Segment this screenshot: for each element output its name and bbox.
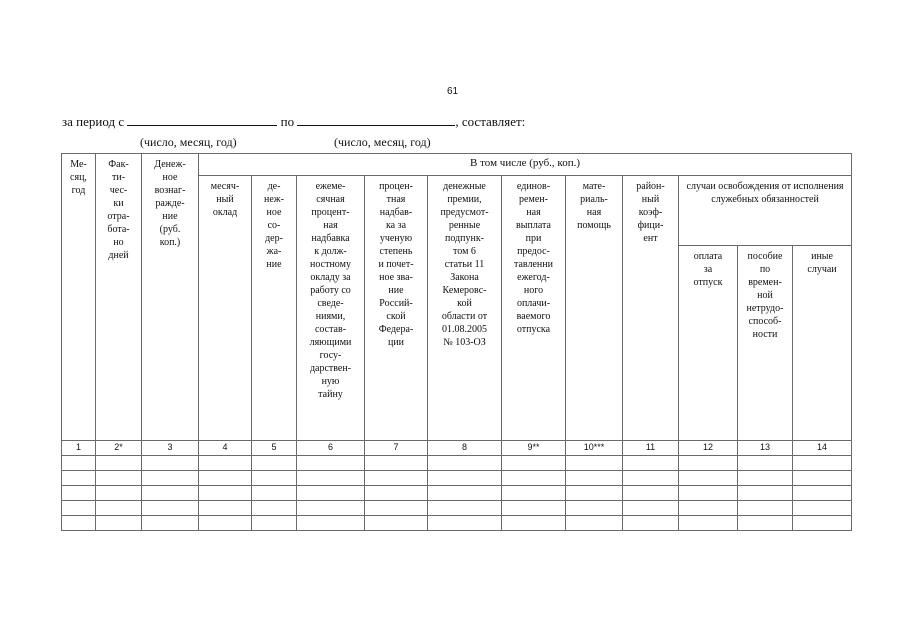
column-number: 9** [502,441,566,456]
col-header-vacation-payment-text: единов- ремен- ная выплата при предос- тавленни ежегод- ного оплачи- ваемого отпуска [513,181,553,335]
table-cell[interactable] [738,501,793,516]
table-cell[interactable] [623,486,679,501]
column-number: 12 [679,441,738,456]
table-cell[interactable] [142,516,199,531]
period-start-blank[interactable] [127,114,277,126]
table-cell[interactable] [793,501,852,516]
table-cell[interactable] [252,516,297,531]
table-cell[interactable] [96,471,142,486]
table-cell[interactable] [502,456,566,471]
column-number: 4 [199,441,252,456]
column-number: 14 [793,441,852,456]
table-cell[interactable] [428,516,502,531]
group-header-text: В том числе (руб., коп.) [470,157,581,169]
col-header-premiums [428,176,502,441]
table-cell[interactable] [428,501,502,516]
table-cell[interactable] [365,456,428,471]
period-end-hint: (число, месяц, год) [334,135,431,149]
col-header-regional-coef-text: район- ный коэф- фици- ент [636,181,665,244]
table-cell[interactable] [738,516,793,531]
group-header [199,154,852,176]
table-cell[interactable] [428,471,502,486]
col-header-material-aid-text: мате- риаль- ная помощь [577,181,611,231]
col-header-vacation-pay-text: оплата за отпуск [693,251,723,288]
column-number: 3 [142,441,199,456]
table-cell[interactable] [199,471,252,486]
col-header-allowance [252,176,297,441]
table-cell[interactable] [199,501,252,516]
table-cell[interactable] [365,501,428,516]
table-cell[interactable] [252,486,297,501]
table-cell[interactable] [62,501,96,516]
table-row [62,501,852,516]
page-number: 61 [446,86,459,97]
table-cell[interactable] [793,516,852,531]
period-end-blank[interactable] [297,114,455,126]
col-header-regional-coef [623,176,679,441]
col-header-secrecy-bonus [297,176,365,441]
col-header-reward [142,154,199,441]
table-cell[interactable] [96,456,142,471]
table-cell[interactable] [679,516,738,531]
table-cell[interactable] [566,516,623,531]
period-middle: по [280,114,295,129]
col-header-month-text: Ме- сяц, год [70,159,87,196]
table-cell[interactable] [252,456,297,471]
table-cell[interactable] [62,516,96,531]
column-number: 7 [365,441,428,456]
col-header-vacation-pay [679,246,738,441]
table-cell[interactable] [502,486,566,501]
table-cell[interactable] [199,456,252,471]
table-cell[interactable] [679,471,738,486]
table-cell[interactable] [365,516,428,531]
col-header-month [62,154,96,441]
table-cell[interactable] [96,516,142,531]
table-cell[interactable] [566,456,623,471]
table-cell[interactable] [199,516,252,531]
table-cell[interactable] [566,501,623,516]
table-cell[interactable] [738,471,793,486]
table-cell[interactable] [623,501,679,516]
column-number-row [62,441,852,456]
table-row [62,471,852,486]
table-cell[interactable] [96,501,142,516]
column-number: 5 [252,441,297,456]
table-cell[interactable] [142,486,199,501]
table-cell[interactable] [297,516,365,531]
table-row [62,456,852,471]
release-header [679,176,852,246]
column-number: 2* [96,441,142,456]
table-cell[interactable] [566,486,623,501]
table-cell[interactable] [142,456,199,471]
table-cell[interactable] [793,471,852,486]
table-cell[interactable] [62,486,96,501]
table-cell[interactable] [297,471,365,486]
table-cell[interactable] [502,516,566,531]
table-cell[interactable] [428,456,502,471]
table-cell[interactable] [623,456,679,471]
table-row [62,486,852,501]
table-cell[interactable] [679,501,738,516]
col-header-salary-text: месяч- ный оклад [210,181,240,218]
table-cell[interactable] [62,456,96,471]
table-cell[interactable] [502,501,566,516]
table-cell[interactable] [199,486,252,501]
col-header-degree-bonus-text: процен- тная надбав- ка за ученую степень и почет- ное зва- ние Россий- ской Федера- ции [378,181,414,348]
table-cell[interactable] [793,486,852,501]
table-cell[interactable] [252,471,297,486]
table-cell[interactable] [252,501,297,516]
table-cell[interactable] [62,471,96,486]
table-cell[interactable] [428,486,502,501]
col-header-vacation-payment [502,176,566,441]
table-cell[interactable] [623,471,679,486]
table-cell[interactable] [679,486,738,501]
table-cell[interactable] [297,501,365,516]
col-header-salary [199,176,252,441]
col-header-other-cases-text: иные случаи [807,251,837,275]
column-number: 1 [62,441,96,456]
col-header-reward-text: Денеж- ное вознаг- ражде- ние (руб. коп.) [154,159,186,248]
period-suffix: , составляет: [455,114,526,129]
period-prefix: за период с [62,114,125,129]
table-cell[interactable] [365,471,428,486]
table-cell[interactable] [297,456,365,471]
table-cell[interactable] [502,471,566,486]
col-header-premiums-text: денежные премии, предусмот- ренные подпунк- том 6 статьи 11 Закона Кемеровс- кой области от 01.08.2005 № 103-ОЗ [440,181,489,348]
table-cell[interactable] [738,486,793,501]
col-header-sick-benefit [738,246,793,441]
col-header-material-aid [566,176,623,441]
table-cell[interactable] [679,456,738,471]
table-cell[interactable] [793,456,852,471]
table-cell[interactable] [96,486,142,501]
column-number: 6 [297,441,365,456]
empty-rows [62,456,852,531]
period-start-hint: (число, месяц, год) [140,135,237,149]
column-number: 8 [428,441,502,456]
table-cell[interactable] [365,486,428,501]
col-header-allowance-text: де- неж- ное со- дер- жа- ние [263,181,285,270]
table-cell[interactable] [566,471,623,486]
table-cell[interactable] [623,516,679,531]
table-cell[interactable] [297,486,365,501]
table-cell[interactable] [142,501,199,516]
release-header-text: случаи освобождения от исполнения служебных обязанностей [686,181,844,205]
col-header-secrecy-bonus-text: ежеме- сячная процент- ная надбавка к долж- ностному окладу за работу со сведе- ниями, состав- ляющими госу- дарствен- ную тайну [309,181,352,400]
table-cell[interactable] [142,471,199,486]
col-header-sick-benefit-text: пособие по времен- ной нетрудо- способ- ности [746,251,784,340]
period-line [62,114,525,130]
col-header-days-text: Фак- ти- чес- ки отра- бота- но дней [107,159,130,261]
table-cell[interactable] [738,456,793,471]
column-number: 13 [738,441,793,456]
col-header-other-cases [793,246,852,441]
column-number: 10*** [566,441,623,456]
col-header-days [96,154,142,441]
col-header-degree-bonus [365,176,428,441]
column-number: 11 [623,441,679,456]
table-row [62,516,852,531]
salary-table [61,153,852,531]
